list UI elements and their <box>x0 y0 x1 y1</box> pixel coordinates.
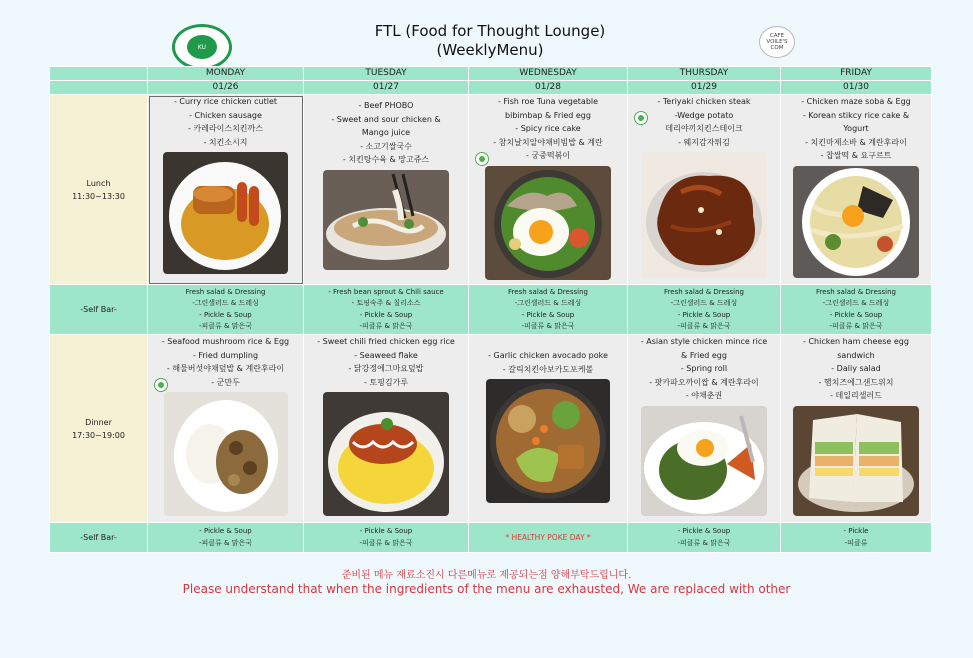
day-name: FRIDAY <box>781 67 932 81</box>
day-date: 01/30 <box>781 81 932 95</box>
chili-chicken-rice-photo <box>323 392 449 516</box>
date-header-row <box>50 81 932 95</box>
day-date: 01/27 <box>304 81 469 95</box>
selfbar-items: Fresh salad & Dressing -그린샐러드 & 드레싱 - Pickle & Soup -피클류 & 맑은국 <box>148 285 304 335</box>
selfbar-items: Fresh salad & Dressing -그린샐러드 & 드레싱 - Pickle & Soup -피클류 & 맑은국 <box>469 285 628 335</box>
ham-cheese-sandwich-photo <box>793 406 919 516</box>
poke-bowl-photo <box>486 379 610 503</box>
day-date: 01/29 <box>628 81 781 95</box>
selfbar-items: Fresh salad & Dressing -그린샐러드 & 드레싱 - Pickle & Soup -피클류 & 맑은국 <box>781 285 932 335</box>
selfbar-items: - Pickle & Soup -피클류 & 맑은국 <box>628 523 781 553</box>
teriyaki-chicken-photo <box>641 152 767 278</box>
cafe-logo: CAFE VOILE'S COM <box>759 26 795 58</box>
notice-korean: 준비된 메뉴 재료소진시 다른메뉴로 제공되는점 양해부탁드립니다. <box>341 570 632 581</box>
dinner-menu-friday: - Chicken ham cheese egg sandwich - Daliy salad - 햄치즈에그샌드위치 - 데일리샐러드 <box>781 335 932 523</box>
page-title: FTL (Food for Thought Lounge) (WeeklyMenu) <box>374 22 606 59</box>
lunch-menu-thursday: - Teriyaki chicken steak -Wedge potato 데리야끼치킨스테이크 - 웨지감자튀김 <box>628 95 781 285</box>
seafood-rice-photo <box>164 392 288 516</box>
dinner-menu-wednesday: - Garlic chicken avocado poke - 갈릭치킨아보카도포케볼 <box>469 335 628 523</box>
bibimbap-photo <box>485 166 611 280</box>
lunch-menu-tuesday: - Beef PHOBO - Sweet and sour chicken & Mango juice - 소고기쌀국수 - 치킨탕수육 & 망고쥬스 <box>304 95 469 285</box>
selfbar-items: - Fresh bean sprout & Chili sauce - 토핑숙주 & 칠리소스 - Pickle & Soup -피클류 & 맑은국 <box>304 285 469 335</box>
dinner-selfbar-row <box>50 523 932 553</box>
dinner-label: Dinner 17:30~19:00 <box>50 335 148 523</box>
lunch-label: Lunch 11:30~13:30 <box>50 95 148 285</box>
lunch-menu-monday: - Curry rice chicken cutlet - Chicken sausage - 카레라이스치킨까스 - 치킨소시지 <box>148 95 304 285</box>
lunch-row <box>50 95 932 285</box>
selfbar-items: Fresh salad & Dressing -그린샐러드 & 드레싱 - Pickle & Soup -피클류 & 맑은국 <box>628 285 781 335</box>
dinner-menu-thursday: - Asian style chicken mince rice & Fried egg - Spring roll - 팟카파오까이쌉 & 계란후라이 - 야채춘권 <box>628 335 781 523</box>
dinner-menu-tuesday: - Sweet chili fried chicken egg rice - Seaweed flake - 닭강정에그마요덮밥 - 토핑김가루 <box>304 335 469 523</box>
day-name: WEDNESDAY <box>469 67 628 81</box>
chicken-mince-rice-photo <box>641 406 767 516</box>
dinner-menu-monday: - Seafood mushroom rice & Egg - Fried dumpling - 해물버섯야채덮밥 & 계란후라이 - 군만두 <box>148 335 304 523</box>
maze-soba-photo <box>793 166 919 278</box>
eco-leaf-icon <box>154 378 168 392</box>
healthy-poke-day: * HEALTHY POKE DAY * <box>469 523 628 553</box>
selfbar-items: - Pickle -피클류 <box>781 523 932 553</box>
day-date: 01/26 <box>148 81 304 95</box>
lunch-menu-friday: - Chicken maze soba & Egg - Korean stikcy rice cake & Yogurt - 치킨마제소바 & 계란후라이 - 찹쌀떡 & 요구르트 <box>781 95 932 285</box>
day-name: TUESDAY <box>304 67 469 81</box>
selfbar-label: -Self Bar- <box>50 285 148 335</box>
day-name: THURSDAY <box>628 67 781 81</box>
day-name: MONDAY <box>148 67 304 81</box>
eco-leaf-icon <box>475 152 489 166</box>
corner-cell <box>50 81 148 95</box>
notice-english: Please understand that when the ingredients of the menu are exhausted, We are replaced with other <box>182 582 791 596</box>
day-date: 01/28 <box>469 81 628 95</box>
selfbar-label: -Self Bar- <box>50 523 148 553</box>
dinner-row <box>50 335 932 523</box>
beef-pho-photo <box>323 170 449 270</box>
corner-cell <box>50 67 148 81</box>
selfbar-items: - Pickle & Soup -피클류 & 맑은국 <box>148 523 304 553</box>
selfbar-items: - Pickle & Soup -피클류 & 맑은국 <box>304 523 469 553</box>
weekly-menu-table <box>49 66 932 553</box>
day-header-row <box>50 67 932 81</box>
lunch-menu-wednesday: - Fish roe Tuna vegetable bibimbap & Fried egg - Spicy rice cake - 참치날치알야채비빔밥 & 계란 - 궁중떡볶이 <box>469 95 628 285</box>
curry-chicken-cutlet-photo <box>163 152 288 274</box>
lunch-selfbar-row <box>50 285 932 335</box>
company-logo: KU <box>172 24 232 70</box>
eco-leaf-icon <box>634 111 648 125</box>
